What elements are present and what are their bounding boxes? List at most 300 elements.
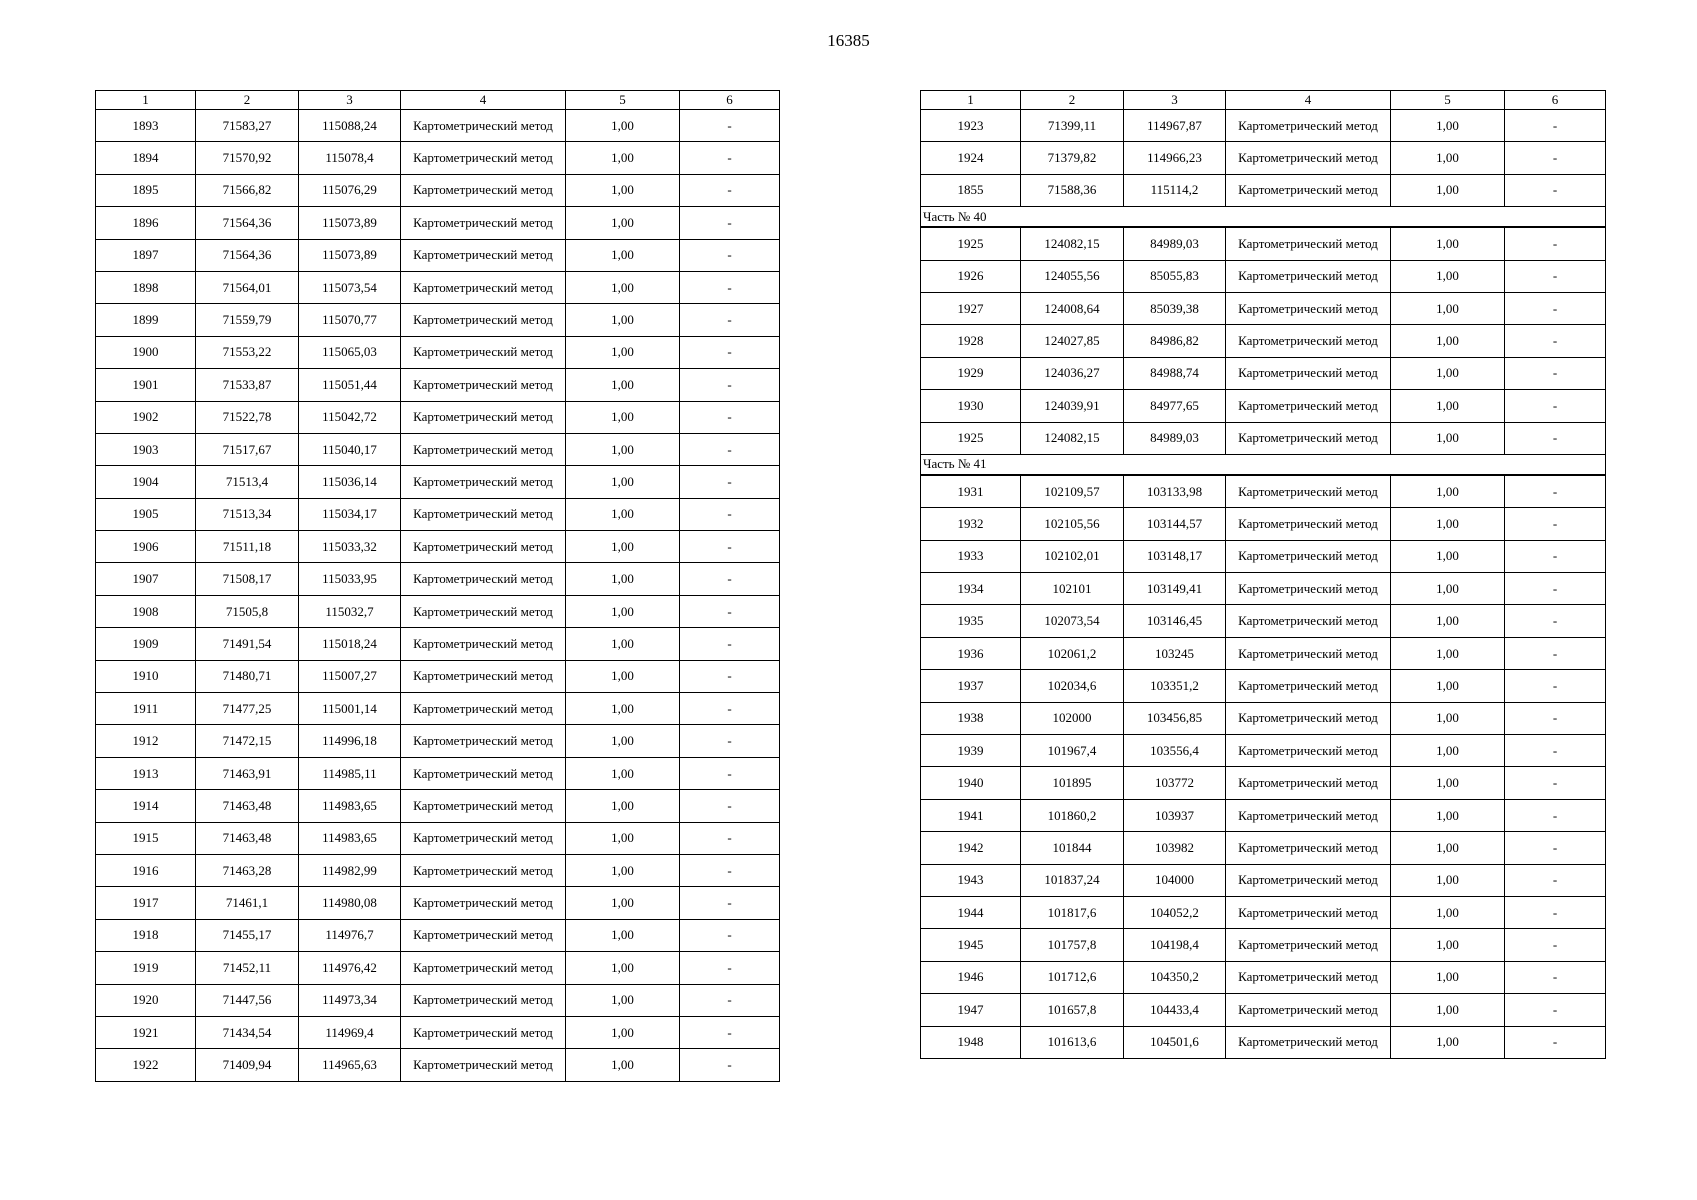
x-coordinate-cell: 71379,82 (1021, 142, 1124, 174)
point-number-cell: 1937 (921, 670, 1021, 702)
note-cell: - (680, 466, 780, 498)
table-row (921, 110, 1606, 142)
note-cell: - (1505, 508, 1606, 540)
y-coordinate-cell: 115070,77 (299, 304, 401, 336)
table-row (921, 573, 1606, 605)
method-cell: Картометрический метод (401, 498, 566, 530)
point-number-cell: 1904 (96, 466, 196, 498)
accuracy-cell: 1,00 (1391, 896, 1505, 928)
method-cell: Картометрический метод (401, 919, 566, 951)
table-row (921, 422, 1606, 454)
note-cell: - (1505, 896, 1606, 928)
accuracy-cell: 1,00 (566, 919, 680, 951)
table-row (921, 390, 1606, 422)
note-cell: - (680, 304, 780, 336)
x-coordinate-cell: 101817,6 (1021, 896, 1124, 928)
x-coordinate-cell: 101657,8 (1021, 994, 1124, 1026)
table-row (921, 605, 1606, 637)
point-number-cell: 1942 (921, 832, 1021, 864)
y-coordinate-cell: 114985,11 (299, 757, 401, 789)
table-row (921, 475, 1606, 508)
y-coordinate-cell: 114966,23 (1124, 142, 1226, 174)
note-cell: - (680, 531, 780, 563)
y-coordinate-cell: 114973,34 (299, 984, 401, 1016)
x-coordinate-cell: 71522,78 (196, 401, 299, 433)
table-row (96, 725, 780, 757)
accuracy-cell: 1,00 (1391, 961, 1505, 993)
point-number-cell: 1947 (921, 994, 1021, 1026)
table-row (921, 735, 1606, 767)
method-cell: Картометрический метод (1226, 390, 1391, 422)
table-row (96, 693, 780, 725)
x-coordinate-cell: 71588,36 (1021, 174, 1124, 206)
y-coordinate-cell: 104000 (1124, 864, 1226, 896)
note-cell: - (680, 822, 780, 854)
column-header: 1 (921, 91, 1021, 110)
method-cell: Картометрический метод (401, 952, 566, 984)
accuracy-cell: 1,00 (1391, 767, 1505, 799)
method-cell: Картометрический метод (1226, 767, 1391, 799)
x-coordinate-cell: 124082,15 (1021, 227, 1124, 260)
x-coordinate-cell: 101860,2 (1021, 799, 1124, 831)
table-row (96, 369, 780, 401)
note-cell: - (680, 1049, 780, 1081)
x-coordinate-cell: 71461,1 (196, 887, 299, 919)
point-number-cell: 1902 (96, 401, 196, 433)
column-header: 5 (566, 91, 680, 110)
accuracy-cell: 1,00 (1391, 994, 1505, 1026)
y-coordinate-cell: 84988,74 (1124, 357, 1226, 389)
method-cell: Картометрический метод (401, 531, 566, 563)
column-header: 5 (1391, 91, 1505, 110)
y-coordinate-cell: 115033,95 (299, 563, 401, 595)
y-coordinate-cell: 84989,03 (1124, 422, 1226, 454)
method-cell: Картометрический метод (401, 401, 566, 433)
accuracy-cell: 1,00 (1391, 929, 1505, 961)
note-cell: - (1505, 110, 1606, 142)
note-cell: - (1505, 1026, 1606, 1058)
point-number-cell: 1933 (921, 540, 1021, 572)
method-cell: Картометрический метод (1226, 540, 1391, 572)
note-cell: - (680, 401, 780, 433)
point-number-cell: 1906 (96, 531, 196, 563)
table-row (96, 531, 780, 563)
method-cell: Картометрический метод (401, 433, 566, 465)
y-coordinate-cell: 115034,17 (299, 498, 401, 530)
method-cell: Картометрический метод (401, 304, 566, 336)
accuracy-cell: 1,00 (1391, 142, 1505, 174)
column-header: 1 (96, 91, 196, 110)
column-header: 4 (1226, 91, 1391, 110)
note-cell: - (1505, 961, 1606, 993)
x-coordinate-cell: 124055,56 (1021, 260, 1124, 292)
method-cell: Картометрический метод (401, 757, 566, 789)
table-row (921, 702, 1606, 734)
point-number-cell: 1948 (921, 1026, 1021, 1058)
note-cell: - (1505, 864, 1606, 896)
note-cell: - (680, 595, 780, 627)
y-coordinate-cell: 84977,65 (1124, 390, 1226, 422)
method-cell: Картометрический метод (1226, 896, 1391, 928)
table-row (96, 854, 780, 886)
note-cell: - (1505, 260, 1606, 292)
x-coordinate-cell: 71505,8 (196, 595, 299, 627)
method-cell: Картометрический метод (401, 1016, 566, 1048)
method-cell: Картометрический метод (1226, 864, 1391, 896)
method-cell: Картометрический метод (401, 790, 566, 822)
accuracy-cell: 1,00 (1391, 292, 1505, 324)
x-coordinate-cell: 102105,56 (1021, 508, 1124, 540)
x-coordinate-cell: 71513,34 (196, 498, 299, 530)
method-cell: Картометрический метод (1226, 508, 1391, 540)
y-coordinate-cell: 115042,72 (299, 401, 401, 433)
point-number-cell: 1920 (96, 984, 196, 1016)
table-row (921, 896, 1606, 928)
note-cell: - (680, 498, 780, 530)
method-cell: Картометрический метод (401, 854, 566, 886)
point-number-cell: 1900 (96, 336, 196, 368)
note-cell: - (1505, 799, 1606, 831)
column-header-row (921, 91, 1606, 110)
note-cell: - (1505, 325, 1606, 357)
point-number-cell: 1919 (96, 952, 196, 984)
table-row (921, 637, 1606, 669)
y-coordinate-cell: 85039,38 (1124, 292, 1226, 324)
accuracy-cell: 1,00 (566, 757, 680, 789)
table-row (96, 790, 780, 822)
x-coordinate-cell: 101712,6 (1021, 961, 1124, 993)
note-cell: - (680, 660, 780, 692)
table-row (921, 864, 1606, 896)
x-coordinate-cell: 71480,71 (196, 660, 299, 692)
table-row (921, 292, 1606, 324)
table-row (921, 670, 1606, 702)
x-coordinate-cell: 102109,57 (1021, 475, 1124, 508)
table-row (921, 540, 1606, 572)
x-coordinate-cell: 71559,79 (196, 304, 299, 336)
x-coordinate-cell: 71472,15 (196, 725, 299, 757)
y-coordinate-cell: 115078,4 (299, 142, 401, 174)
x-coordinate-cell: 71463,91 (196, 757, 299, 789)
point-number-cell: 1943 (921, 864, 1021, 896)
note-cell: - (1505, 670, 1606, 702)
x-coordinate-cell: 71553,22 (196, 336, 299, 368)
table-row (96, 207, 780, 239)
table-row (96, 757, 780, 789)
note-cell: - (680, 628, 780, 660)
y-coordinate-cell: 103772 (1124, 767, 1226, 799)
method-cell: Картометрический метод (1226, 994, 1391, 1026)
section-label: Часть № 40 (921, 207, 1606, 228)
note-cell: - (680, 693, 780, 725)
y-coordinate-cell: 104198,4 (1124, 929, 1226, 961)
point-number-cell: 1925 (921, 422, 1021, 454)
y-coordinate-cell: 103144,57 (1124, 508, 1226, 540)
method-cell: Картометрический метод (401, 725, 566, 757)
table-row (921, 508, 1606, 540)
note-cell: - (680, 984, 780, 1016)
x-coordinate-cell: 102000 (1021, 702, 1124, 734)
note-cell: - (680, 433, 780, 465)
method-cell: Картометрический метод (401, 822, 566, 854)
note-cell: - (680, 239, 780, 271)
y-coordinate-cell: 103245 (1124, 637, 1226, 669)
accuracy-cell: 1,00 (566, 433, 680, 465)
x-coordinate-cell: 124027,85 (1021, 325, 1124, 357)
point-number-cell: 1930 (921, 390, 1021, 422)
method-cell: Картометрический метод (1226, 961, 1391, 993)
table-row (96, 433, 780, 465)
y-coordinate-cell: 114982,99 (299, 854, 401, 886)
table-row (96, 239, 780, 271)
y-coordinate-cell: 115065,03 (299, 336, 401, 368)
accuracy-cell: 1,00 (1391, 864, 1505, 896)
accuracy-cell: 1,00 (566, 595, 680, 627)
point-number-cell: 1944 (921, 896, 1021, 928)
y-coordinate-cell: 103937 (1124, 799, 1226, 831)
method-cell: Картометрический метод (1226, 475, 1391, 508)
method-cell: Картометрический метод (401, 887, 566, 919)
point-number-cell: 1935 (921, 605, 1021, 637)
y-coordinate-cell: 115051,44 (299, 369, 401, 401)
x-coordinate-cell: 101757,8 (1021, 929, 1124, 961)
method-cell: Картометрический метод (401, 142, 566, 174)
x-coordinate-cell: 71511,18 (196, 531, 299, 563)
accuracy-cell: 1,00 (566, 110, 680, 142)
method-cell: Картометрический метод (1226, 929, 1391, 961)
method-cell: Картометрический метод (401, 336, 566, 368)
accuracy-cell: 1,00 (566, 693, 680, 725)
table-row (96, 563, 780, 595)
y-coordinate-cell: 84989,03 (1124, 227, 1226, 260)
note-cell: - (1505, 475, 1606, 508)
accuracy-cell: 1,00 (566, 887, 680, 919)
y-coordinate-cell: 115018,24 (299, 628, 401, 660)
accuracy-cell: 1,00 (566, 790, 680, 822)
note-cell: - (680, 271, 780, 303)
accuracy-cell: 1,00 (1391, 475, 1505, 508)
point-number-cell: 1903 (96, 433, 196, 465)
method-cell: Картометрический метод (401, 239, 566, 271)
point-number-cell: 1913 (96, 757, 196, 789)
accuracy-cell: 1,00 (566, 854, 680, 886)
y-coordinate-cell: 115033,32 (299, 531, 401, 563)
accuracy-cell: 1,00 (1391, 540, 1505, 572)
table-row (921, 174, 1606, 206)
accuracy-cell: 1,00 (1391, 605, 1505, 637)
point-number-cell: 1905 (96, 498, 196, 530)
table-row (921, 832, 1606, 864)
x-coordinate-cell: 71409,94 (196, 1049, 299, 1081)
table-row (921, 994, 1606, 1026)
method-cell: Картометрический метод (401, 693, 566, 725)
note-cell: - (680, 142, 780, 174)
column-header: 6 (680, 91, 780, 110)
table-row (96, 919, 780, 951)
point-number-cell: 1921 (96, 1016, 196, 1048)
accuracy-cell: 1,00 (566, 1049, 680, 1081)
note-cell: - (680, 336, 780, 368)
note-cell: - (680, 757, 780, 789)
accuracy-cell: 1,00 (1391, 357, 1505, 389)
note-cell: - (680, 369, 780, 401)
y-coordinate-cell: 114965,63 (299, 1049, 401, 1081)
point-number-cell: 1931 (921, 475, 1021, 508)
method-cell: Картометрический метод (401, 563, 566, 595)
method-cell: Картометрический метод (401, 174, 566, 206)
accuracy-cell: 1,00 (566, 822, 680, 854)
x-coordinate-cell: 71491,54 (196, 628, 299, 660)
table-row (96, 984, 780, 1016)
method-cell: Картометрический метод (1226, 357, 1391, 389)
y-coordinate-cell: 114980,08 (299, 887, 401, 919)
section-row (921, 207, 1606, 228)
x-coordinate-cell: 124036,27 (1021, 357, 1124, 389)
method-cell: Картометрический метод (1226, 292, 1391, 324)
x-coordinate-cell: 71447,56 (196, 984, 299, 1016)
method-cell: Картометрический метод (401, 1049, 566, 1081)
point-number-cell: 1938 (921, 702, 1021, 734)
x-coordinate-cell: 101844 (1021, 832, 1124, 864)
point-number-cell: 1909 (96, 628, 196, 660)
x-coordinate-cell: 71463,48 (196, 790, 299, 822)
accuracy-cell: 1,00 (1391, 799, 1505, 831)
section-label: Часть № 41 (921, 454, 1606, 475)
table-row (96, 952, 780, 984)
column-header: 3 (299, 91, 401, 110)
method-cell: Картометрический метод (1226, 174, 1391, 206)
page-number: 16385 (827, 31, 870, 50)
method-cell: Картометрический метод (1226, 110, 1391, 142)
table-row (96, 466, 780, 498)
table-row (921, 799, 1606, 831)
note-cell: - (680, 174, 780, 206)
y-coordinate-cell: 115032,7 (299, 595, 401, 627)
note-cell: - (1505, 637, 1606, 669)
table-row (921, 325, 1606, 357)
method-cell: Картометрический метод (1226, 227, 1391, 260)
accuracy-cell: 1,00 (566, 239, 680, 271)
point-number-cell: 1923 (921, 110, 1021, 142)
x-coordinate-cell: 71564,01 (196, 271, 299, 303)
point-number-cell: 1926 (921, 260, 1021, 292)
accuracy-cell: 1,00 (1391, 508, 1505, 540)
x-coordinate-cell: 71564,36 (196, 207, 299, 239)
method-cell: Картометрический метод (1226, 325, 1391, 357)
table-row (921, 227, 1606, 260)
x-coordinate-cell: 71564,36 (196, 239, 299, 271)
y-coordinate-cell: 115076,29 (299, 174, 401, 206)
y-coordinate-cell: 103133,98 (1124, 475, 1226, 508)
accuracy-cell: 1,00 (1391, 573, 1505, 605)
point-number-cell: 1897 (96, 239, 196, 271)
point-number-cell: 1915 (96, 822, 196, 854)
accuracy-cell: 1,00 (566, 466, 680, 498)
table-row (96, 595, 780, 627)
accuracy-cell: 1,00 (566, 336, 680, 368)
table-row (96, 401, 780, 433)
section-row (921, 454, 1606, 475)
accuracy-cell: 1,00 (1391, 174, 1505, 206)
x-coordinate-cell: 71533,87 (196, 369, 299, 401)
column-header: 2 (196, 91, 299, 110)
point-number-cell: 1918 (96, 919, 196, 951)
column-header: 3 (1124, 91, 1226, 110)
y-coordinate-cell: 115007,27 (299, 660, 401, 692)
point-number-cell: 1928 (921, 325, 1021, 357)
note-cell: - (1505, 767, 1606, 799)
table-row (96, 628, 780, 660)
accuracy-cell: 1,00 (566, 628, 680, 660)
note-cell: - (1505, 735, 1606, 767)
y-coordinate-cell: 115073,89 (299, 207, 401, 239)
method-cell: Картометрический метод (401, 466, 566, 498)
method-cell: Картометрический метод (1226, 832, 1391, 864)
x-coordinate-cell: 71463,28 (196, 854, 299, 886)
y-coordinate-cell: 114976,42 (299, 952, 401, 984)
point-number-cell: 1907 (96, 563, 196, 595)
accuracy-cell: 1,00 (566, 304, 680, 336)
accuracy-cell: 1,00 (1391, 260, 1505, 292)
x-coordinate-cell: 71517,67 (196, 433, 299, 465)
point-number-cell: 1929 (921, 357, 1021, 389)
y-coordinate-cell: 115088,24 (299, 110, 401, 142)
accuracy-cell: 1,00 (1391, 637, 1505, 669)
point-number-cell: 1936 (921, 637, 1021, 669)
point-number-cell: 1924 (921, 142, 1021, 174)
method-cell: Картометрический метод (1226, 142, 1391, 174)
method-cell: Картометрический метод (1226, 735, 1391, 767)
x-coordinate-cell: 71513,4 (196, 466, 299, 498)
table-row (921, 142, 1606, 174)
accuracy-cell: 1,00 (1391, 325, 1505, 357)
method-cell: Картометрический метод (1226, 422, 1391, 454)
table-row (96, 887, 780, 919)
y-coordinate-cell: 103351,2 (1124, 670, 1226, 702)
note-cell: - (1505, 174, 1606, 206)
table-row (921, 1026, 1606, 1058)
accuracy-cell: 1,00 (566, 952, 680, 984)
note-cell: - (1505, 605, 1606, 637)
point-number-cell: 1917 (96, 887, 196, 919)
x-coordinate-cell: 124082,15 (1021, 422, 1124, 454)
method-cell: Картометрический метод (1226, 605, 1391, 637)
note-cell: - (1505, 390, 1606, 422)
y-coordinate-cell: 115036,14 (299, 466, 401, 498)
point-number-cell: 1941 (921, 799, 1021, 831)
note-cell: - (680, 919, 780, 951)
note-cell: - (1505, 832, 1606, 864)
point-number-cell: 1855 (921, 174, 1021, 206)
y-coordinate-cell: 85055,83 (1124, 260, 1226, 292)
note-cell: - (680, 207, 780, 239)
x-coordinate-cell: 71463,48 (196, 822, 299, 854)
point-number-cell: 1922 (96, 1049, 196, 1081)
table-row (96, 304, 780, 336)
accuracy-cell: 1,00 (566, 369, 680, 401)
x-coordinate-cell: 71508,17 (196, 563, 299, 595)
table-row (921, 961, 1606, 993)
accuracy-cell: 1,00 (566, 174, 680, 206)
accuracy-cell: 1,00 (566, 1016, 680, 1048)
y-coordinate-cell: 114996,18 (299, 725, 401, 757)
point-number-cell: 1898 (96, 271, 196, 303)
table-row (96, 822, 780, 854)
y-coordinate-cell: 104350,2 (1124, 961, 1226, 993)
table-row (96, 1016, 780, 1048)
table-row (96, 336, 780, 368)
accuracy-cell: 1,00 (566, 271, 680, 303)
